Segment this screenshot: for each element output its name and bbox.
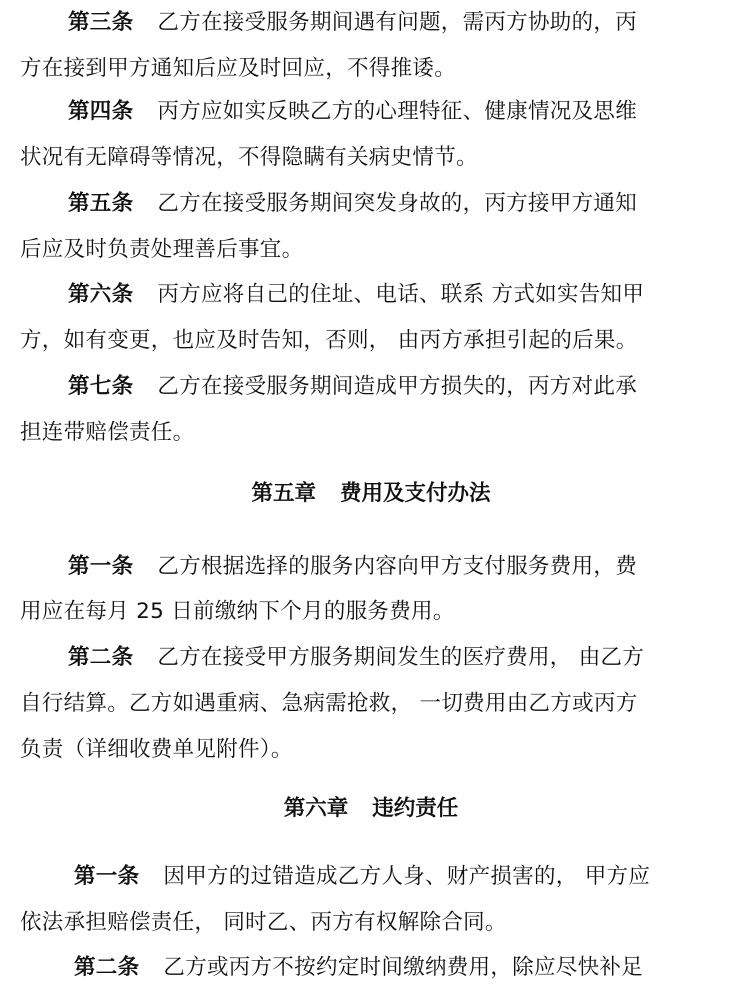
article-text: 乙方根据选择的服务内容向甲方支付服务费用，费 — [157, 554, 638, 579]
chapter-number: 第五章 — [251, 481, 316, 506]
article-text: 用应在每月 25 日前缴纳下个月的服务费用。 — [20, 599, 455, 624]
article-line — [0, 8, 742, 38]
article-text: 自行结算。乙方如遇重病、急病需抢救， 一切费用由乙方或丙方 — [20, 691, 638, 716]
article-text: 后应及时负责处理善后事宜。 — [20, 237, 304, 262]
article-text: 乙方在接受甲方服务期间发生的医疗费用， 由乙方 — [157, 645, 645, 670]
article-line — [0, 189, 742, 219]
article-text: 乙方或丙方不按约定时间缴纳费用，除应尽快补足 — [163, 955, 644, 980]
chapter-number: 第六章 — [283, 796, 349, 821]
article-line — [0, 953, 742, 983]
article-text: 乙方在接受服务期间突发身故的，丙方接甲方通知 — [157, 191, 638, 216]
article-text: 方在接到甲方通知后应及时回应，不得推诿。 — [20, 56, 457, 81]
chapter-title: 费用及支付办法 — [340, 481, 491, 506]
article-line — [0, 235, 742, 265]
article-line — [0, 143, 742, 173]
article-line — [0, 97, 742, 127]
article-line — [0, 372, 742, 402]
chapter-title: 违约责任 — [372, 796, 459, 821]
article-line — [0, 54, 742, 84]
article-line — [0, 735, 742, 765]
article-text: 担连带赔偿责任。 — [20, 420, 195, 445]
article-number: 第一条 — [74, 864, 140, 889]
article-text: 方，如有变更，也应及时告知，否则， 由丙方承担引起的后果。 — [20, 328, 638, 353]
article-line — [0, 326, 742, 356]
article-line — [0, 280, 742, 310]
article-number: 第二条 — [68, 645, 134, 670]
article-number: 第二条 — [74, 955, 140, 980]
article-line — [0, 643, 742, 673]
article-number: 第五条 — [68, 191, 134, 216]
article-number: 第一条 — [68, 554, 134, 579]
article-number: 第四条 — [68, 99, 134, 124]
article-text: 乙方在接受服务期间造成甲方损失的，丙方对此承 — [157, 374, 638, 399]
article-text: 因甲方的过错造成乙方人身、财产损害的， 甲方应 — [163, 864, 651, 889]
article-line — [0, 862, 742, 892]
article-text: 丙方应如实反映乙方的心理特征、健康情况及思维 — [157, 99, 638, 124]
article-line — [0, 908, 742, 938]
chapter-heading — [0, 479, 742, 509]
article-text: 依法承担赔偿责任， 同时乙、丙方有权解除合同。 — [20, 910, 507, 935]
article-text: 负责（详细收费单见附件）。 — [20, 737, 293, 762]
article-line — [0, 418, 742, 448]
article-number: 第三条 — [68, 10, 134, 35]
article-line — [0, 597, 742, 627]
article-line — [0, 552, 742, 582]
article-number: 第六条 — [68, 282, 134, 307]
chapter-heading — [0, 794, 742, 824]
article-line — [0, 689, 742, 719]
article-number: 第七条 — [68, 374, 134, 399]
article-text: 乙方在接受服务期间遇有问题，需丙方协助的，丙 — [157, 10, 638, 35]
article-text: 状况有无障碍等情况，不得隐瞒有关病史情节。 — [20, 145, 478, 170]
article-text: 丙方应将自己的住址、电话、联系 方式如实告知甲 — [157, 282, 645, 307]
